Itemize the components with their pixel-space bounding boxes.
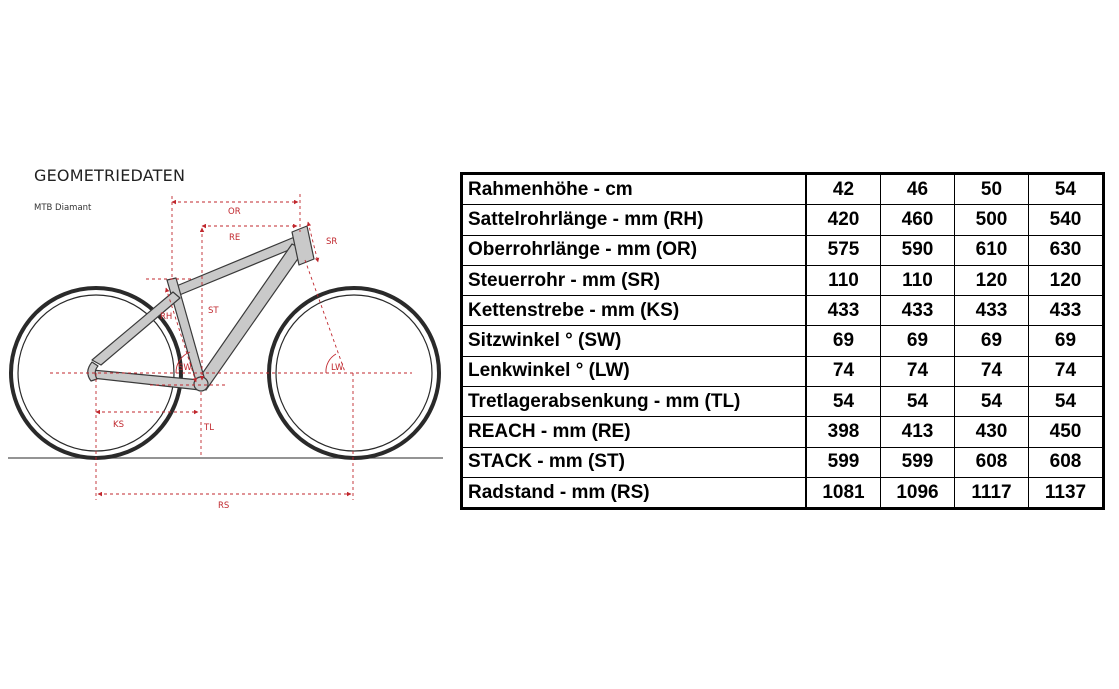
cell-value: 1117 bbox=[955, 477, 1029, 508]
cell-value: 433 bbox=[806, 296, 881, 326]
cell-value: 74 bbox=[806, 356, 881, 386]
cell-value: 54 bbox=[1029, 174, 1104, 205]
cell-value: 50 bbox=[955, 174, 1029, 205]
cell-value: 42 bbox=[806, 174, 881, 205]
table-row bbox=[462, 477, 1104, 508]
table-row bbox=[462, 417, 1104, 447]
cell-value: 74 bbox=[881, 356, 955, 386]
cell-value: 590 bbox=[881, 235, 955, 265]
page-title: GEOMETRIEDATEN bbox=[34, 166, 186, 185]
cell-value: 110 bbox=[881, 265, 955, 295]
cell-value: 430 bbox=[955, 417, 1029, 447]
dim-label-rs: RS bbox=[218, 501, 230, 511]
cell-value: 460 bbox=[881, 205, 955, 235]
dim-label-or: OR bbox=[228, 207, 241, 217]
row-label: Radstand - mm (RS) bbox=[462, 477, 807, 508]
bike-frame bbox=[88, 226, 314, 391]
geometry-table bbox=[460, 172, 1105, 510]
row-label: Sitzwinkel ° (SW) bbox=[462, 326, 807, 356]
cell-value: 420 bbox=[806, 205, 881, 235]
row-label: Kettenstrebe - mm (KS) bbox=[462, 296, 807, 326]
cell-value: 608 bbox=[955, 447, 1029, 477]
cell-value: 69 bbox=[806, 326, 881, 356]
table-row bbox=[462, 447, 1104, 477]
table-row bbox=[462, 326, 1104, 356]
table-row bbox=[462, 265, 1104, 295]
row-label: Steuerrohr - mm (SR) bbox=[462, 265, 807, 295]
row-label: Rahmenhöhe - cm bbox=[462, 174, 807, 205]
cell-value: 54 bbox=[1029, 387, 1104, 417]
cell-value: 69 bbox=[881, 326, 955, 356]
cell-value: 74 bbox=[1029, 356, 1104, 386]
dim-label-tl: TL bbox=[204, 423, 214, 433]
dim-label-sr: SR bbox=[326, 237, 338, 247]
cell-value: 110 bbox=[806, 265, 881, 295]
dim-label-sw: SW bbox=[178, 363, 192, 373]
dim-label-lw: LW bbox=[331, 363, 344, 373]
cell-value: 450 bbox=[1029, 417, 1104, 447]
cell-value: 54 bbox=[881, 387, 955, 417]
row-label: Oberrohrlänge - mm (OR) bbox=[462, 235, 807, 265]
cell-value: 433 bbox=[955, 296, 1029, 326]
cell-value: 1096 bbox=[881, 477, 955, 508]
cell-value: 575 bbox=[806, 235, 881, 265]
bike-geometry-diagram bbox=[0, 0, 450, 689]
cell-value: 74 bbox=[955, 356, 1029, 386]
cell-value: 54 bbox=[806, 387, 881, 417]
cell-value: 120 bbox=[955, 265, 1029, 295]
cell-value: 599 bbox=[806, 447, 881, 477]
dim-label-re: RE bbox=[229, 233, 241, 243]
table-row bbox=[462, 387, 1104, 417]
cell-value: 54 bbox=[955, 387, 1029, 417]
cell-value: 599 bbox=[881, 447, 955, 477]
cell-value: 413 bbox=[881, 417, 955, 447]
table-row bbox=[462, 174, 1104, 205]
cell-value: 120 bbox=[1029, 265, 1104, 295]
row-label: Sattelrohrlänge - mm (RH) bbox=[462, 205, 807, 235]
row-label: Tretlagerabsenkung - mm (TL) bbox=[462, 387, 807, 417]
cell-value: 1081 bbox=[806, 477, 881, 508]
dim-label-st: ST bbox=[208, 306, 219, 316]
dim-label-rh: RH bbox=[160, 312, 173, 322]
model-subtitle: MTB Diamant bbox=[34, 203, 92, 213]
cell-value: 69 bbox=[1029, 326, 1104, 356]
row-label: STACK - mm (ST) bbox=[462, 447, 807, 477]
cell-value: 433 bbox=[881, 296, 955, 326]
cell-value: 69 bbox=[955, 326, 1029, 356]
cell-value: 46 bbox=[881, 174, 955, 205]
cell-value: 1137 bbox=[1029, 477, 1104, 508]
front-wheel bbox=[269, 288, 439, 458]
cell-value: 398 bbox=[806, 417, 881, 447]
dim-label-ks: KS bbox=[113, 420, 124, 430]
cell-value: 630 bbox=[1029, 235, 1104, 265]
cell-value: 610 bbox=[955, 235, 1029, 265]
row-label: REACH - mm (RE) bbox=[462, 417, 807, 447]
cell-value: 608 bbox=[1029, 447, 1104, 477]
table-row bbox=[462, 356, 1104, 386]
cell-value: 540 bbox=[1029, 205, 1104, 235]
table-row bbox=[462, 235, 1104, 265]
cell-value: 433 bbox=[1029, 296, 1104, 326]
table-row bbox=[462, 296, 1104, 326]
table-row bbox=[462, 205, 1104, 235]
cell-value: 500 bbox=[955, 205, 1029, 235]
row-label: Lenkwinkel ° (LW) bbox=[462, 356, 807, 386]
